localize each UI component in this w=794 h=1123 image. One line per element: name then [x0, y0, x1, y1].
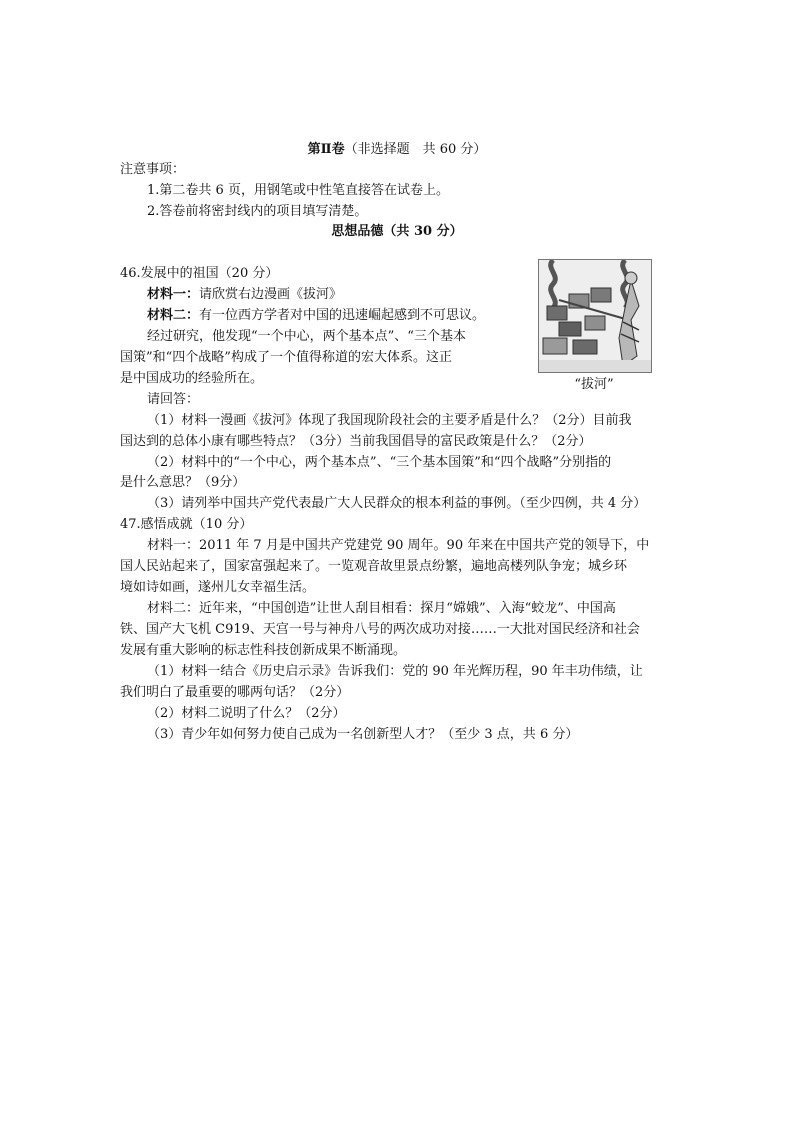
q47-material-2-line-3: 发展有重大影响的标志性科技创新成果不断涌现。: [120, 643, 407, 658]
q47-material-1-line-2: 国人民站起来了，国家富强起来了。一览观音故里景点纷繁，遍地高楼列队争宠；城乡环: [120, 559, 628, 574]
q46-sub-3-line-1: （3）请列举中国共产党代表最广大人民群众的根本利益的事例。（至少四例，共 4 分）: [147, 496, 647, 511]
q46-sub-1-line-1: （1）材料一漫画《拔河》体现了我国现阶段社会的主要矛盾是什么？（2分）目前我: [147, 413, 632, 428]
q47-title: 47.感悟成就（10 分）: [120, 517, 253, 532]
cartoon-illustration: [539, 260, 651, 372]
q46-material-2-line-4: 是中国成功的经验所在。: [120, 371, 264, 386]
q47-sub-2-line-1: （2）材料二说明了什么？（2分）: [147, 706, 346, 721]
subject-heading: 思想品德（共 30 分）: [331, 224, 463, 239]
q47-material-1-line-1: 材料一：2011 年 7 月是中国共产党建党 90 周年。90 年来在中国共产党的领导下，中: [147, 538, 650, 553]
tug-of-war-cartoon: [538, 259, 652, 373]
q47-sub-1-line-1: （1）材料一结合《历史启示录》告诉我们：党的 90 年光辉历程，90 年丰功伟绩，让: [147, 664, 643, 679]
q46-material-1: [147, 285, 342, 305]
q46-material-2-text: 有一位西方学者对中国的迅速崛起感到不可思议。: [199, 308, 486, 323]
q46-material-2-line-3: 国策”和“四个战略”构成了一个值得称道的宏大体系。这正: [120, 350, 452, 365]
q46-sub-2-line-1: （2）材料中的“一个中心，两个基本点”、“三个基本国策”和“四个战略”分别指的: [147, 455, 612, 470]
section-heading: [0, 140, 794, 160]
q47-sub-3-line-1: （3）青少年如何努力使自己成为一名创新型人才？（至少 3 点，共 6 分）: [147, 727, 579, 742]
q47-material-2-line-2: 铁、国产大飞机 C919、天宫一号与神舟八号的两次成功对接……一大批对国民经济和社会: [120, 622, 640, 637]
q46-sub-1-line-2: 国达到的总体小康有哪些特点？（3分）当前我国倡导的富民政策是什么？（2分）: [120, 434, 592, 449]
notice-item-2: 2.答卷前将密封线内的项目填写清楚。: [147, 204, 368, 219]
q47-sub-1-line-2: 我们明白了最重要的哪两句话？（2分）: [120, 685, 350, 700]
section-heading-bold: 第Ⅱ卷: [307, 142, 345, 157]
section-heading-rest: （非选择题 共 60 分）: [344, 142, 487, 157]
notice-item-1: 1.第二卷共 6 页，用钢笔或中性笔直接答在试卷上。: [147, 183, 449, 198]
q47-material-2-line-1: 材料二：近年来，“中国创造”让世人刮目相看：探月“嫦娥”、入海“蛟龙”、中国高: [147, 601, 616, 616]
q46-sub-2-line-2: 是什么意思？（9分）: [120, 475, 246, 490]
q46-ask: 请回答：: [147, 392, 200, 407]
q47-material-1-line-3: 境如诗如画，遂州儿女幸福生活。: [120, 580, 316, 595]
q46-material-2: [147, 306, 485, 326]
q46-material-2-line-2: 经过研究，他发现“一个中心，两个基本点”、“三个基本: [147, 329, 466, 344]
q46-material-2-label: 材料二：: [147, 308, 200, 323]
notice-title: 注意事项：: [120, 162, 186, 177]
q46-title: 46.发展中的祖国（20 分）: [120, 266, 279, 281]
q46-material-1-text: 请欣赏右边漫画《拔河》: [199, 287, 343, 302]
cartoon-caption: “拔河”: [574, 377, 614, 392]
q46-material-1-label: 材料一：: [147, 287, 200, 302]
